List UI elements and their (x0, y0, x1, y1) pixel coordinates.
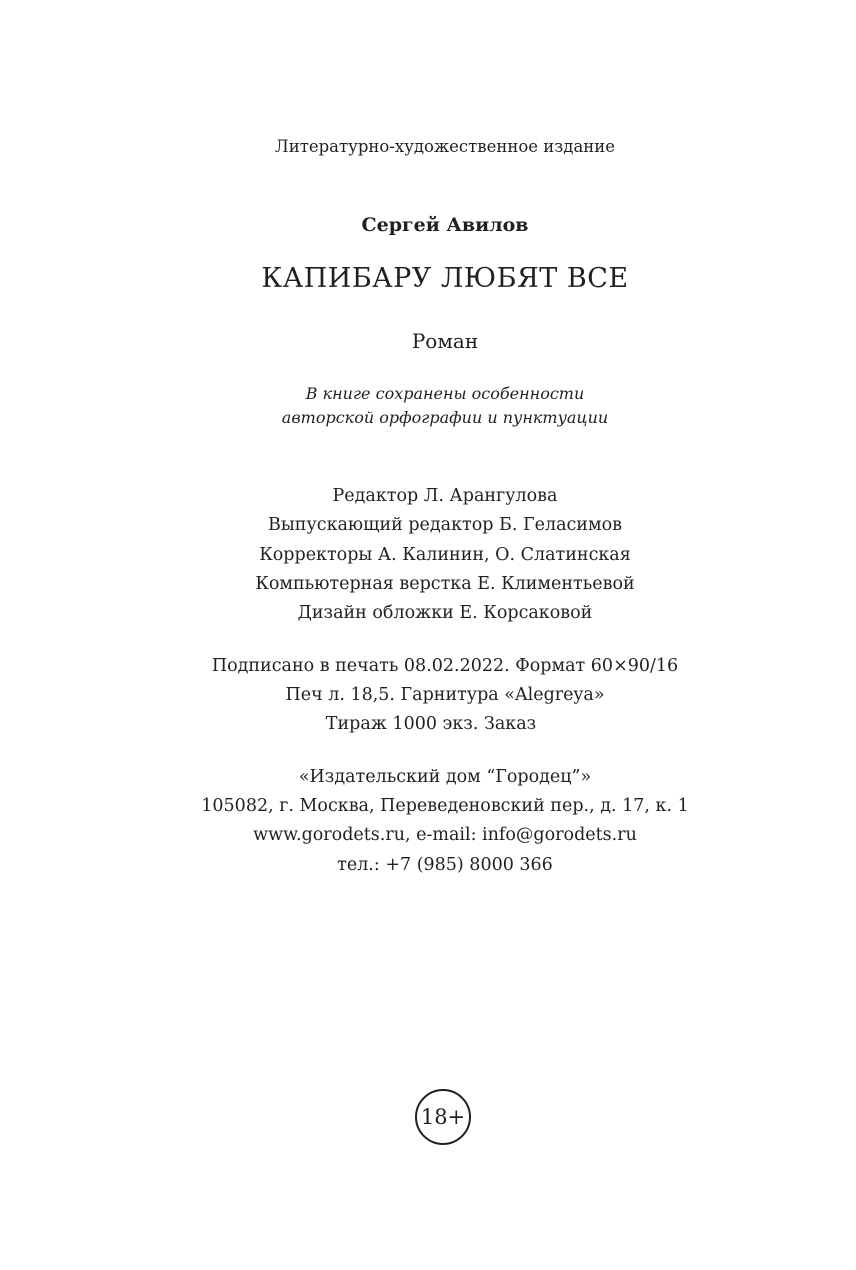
credit-cover-design: Дизайн обложки Е. Корсаковой (297, 603, 593, 623)
author-name: Сергей Авилов (361, 214, 529, 236)
print-sheets-typeface: Печ л. 18,5. Гарнитура «Alegreya» (285, 685, 605, 705)
note-line: В книге сохранены особенности (305, 384, 585, 403)
credit-layout: Компьютерная верстка Е. Климентьевой (255, 574, 635, 594)
credit-managing-editor: Выпускающий редактор Б. Геласимов (268, 515, 622, 535)
print-run-order: Тираж 1000 экз. Заказ (325, 714, 537, 734)
book-title: КАПИБАРУ ЛЮБЯТ ВСЕ (261, 263, 629, 294)
publisher-name: «Издательский дом “Городец”» (298, 767, 592, 787)
credit-proofreaders: Корректоры А. Калинин, О. Слатинская (259, 545, 631, 565)
genre-label: Роман (411, 329, 479, 353)
credit-editor: Редактор Л. Арангулова (332, 486, 558, 506)
age-rating-badge: 18+ (415, 1089, 471, 1145)
publisher-web-email: www.gorodets.ru, e-mail: info@gorodets.ru (253, 825, 637, 845)
print-signed-format: Подписано в печать 08.02.2022. Формат 60×90/16 (211, 656, 679, 676)
publisher-phone: тел.: +7 (985) 8000 366 (337, 855, 553, 875)
note-line: авторской орфографии и пунктуации (281, 408, 609, 427)
publisher-address: 105082, г. Москва, Переведеновский пер., д. 17, к. 1 (201, 796, 689, 816)
edition-type: Литературно-художественное издание (274, 137, 616, 156)
